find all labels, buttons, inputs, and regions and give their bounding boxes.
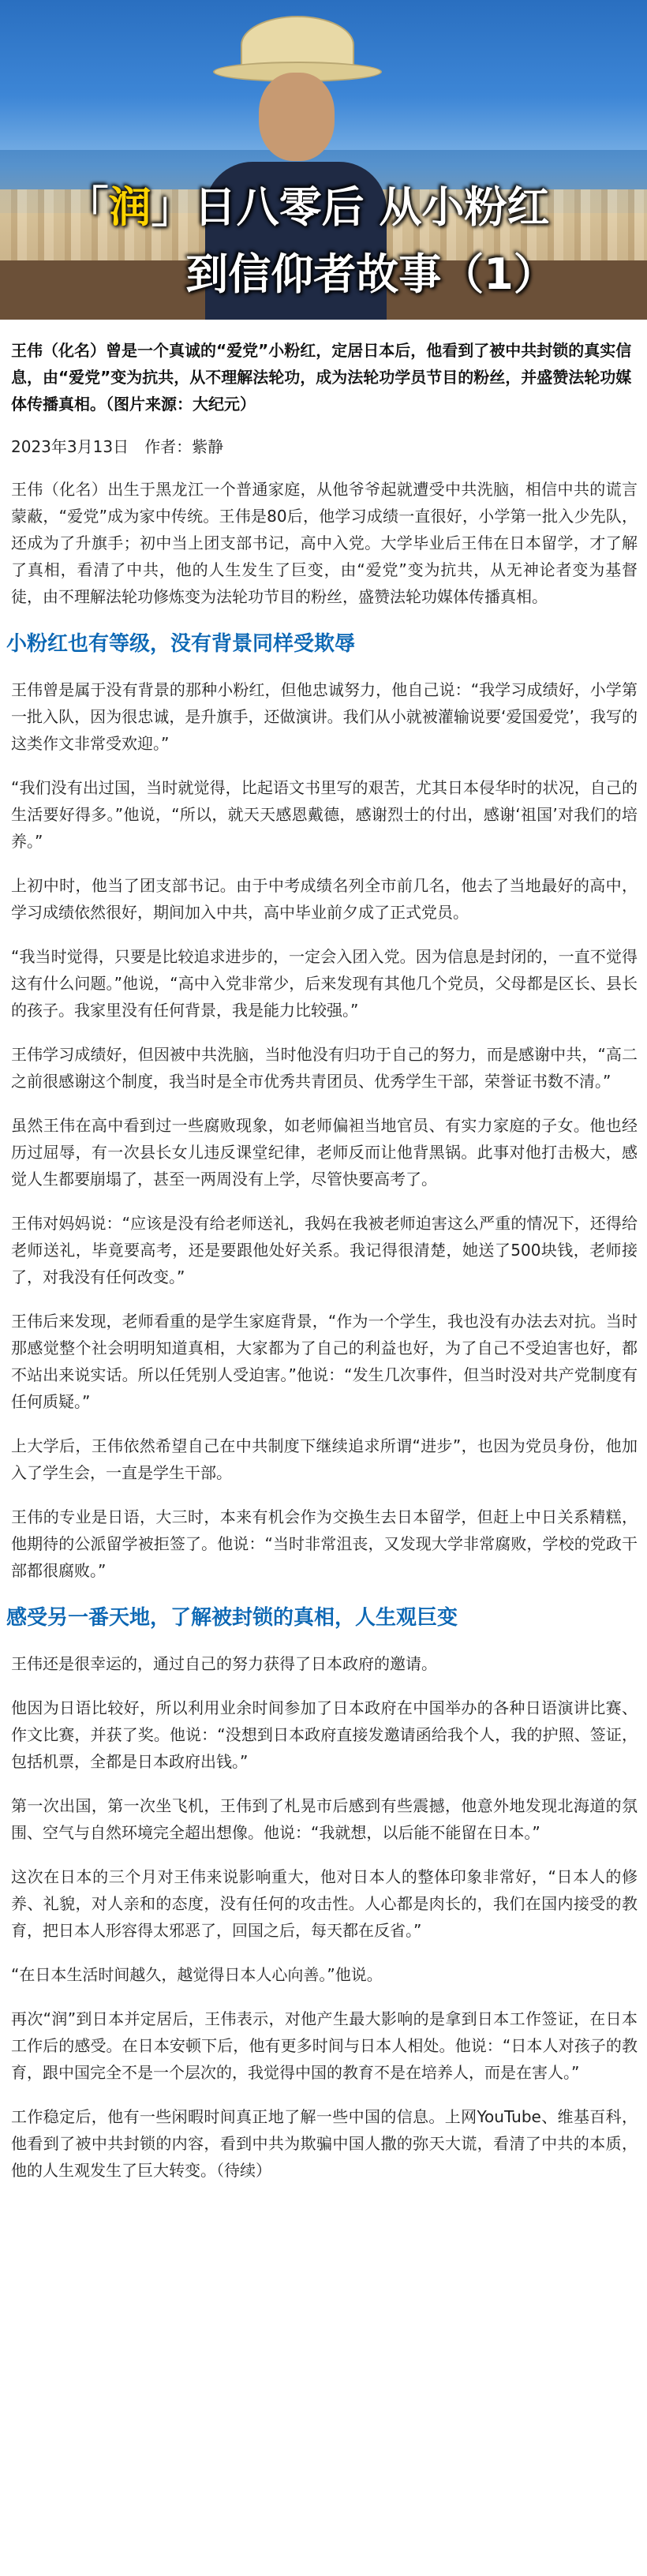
section-heading: 小粉红也有等级，没有背景同样受欺辱 (6, 632, 356, 656)
paragraph: 第一次出国，第一次坐飞机，王伟到了札晃市后感到有些震撼，他意外地发现北海道的氛围、空气与自然环境完全超出想像。他说：“我就想，以后能不能留在日本。” (11, 1796, 638, 1842)
paragraph: 虽然王伟在高中看到过一些腐败现象，如老师偏袒当地官员、有实力家庭的子女。他也经历过屈辱，有一次县长女儿违反课堂纪律，老师反而让他背黑锅。此事对他打击极大，感觉人生都要崩塌了，甚至一两周没有上学，尽管快要高考了。 (11, 1116, 638, 1189)
paragraph: 王伟学习成绩好，但因被中共洗脑，当时他没有归功于自己的努力，而是感谢中共，“高二之前很感谢这个制度，我当时是全市优秀共青团员、优秀学生干部，荣誉证书数不清。” (11, 1045, 638, 1091)
paragraph: 再次“润”到日本并定居后，王伟表示，对他产生最大影响的是拿到日本工作签证，在日本工作后的感受。在日本安顿下后，他有更多时间与日本人相处。他说：“日本人对孩子的教育，跟中国完全不是一个层次的，我觉得中国的教育不是在培养人，而是在害人。” (11, 2009, 638, 2082)
paragraph: 他因为日语比较好，所以利用业余时间参加了日本政府在中国举办的各种日语演讲比赛、作文比赛，并获了奖。他说：“没想到日本政府直接发邀请函给我个人，我的护照、签证，包括机票，全都是日本政府出钱。” (11, 1698, 638, 1771)
paragraph: “我们没有出过国，当时就觉得，比起语文书里写的艰苦，尤其日本侵华时的状况，自己的生活要好得多。”他说，“所以，就天天感恩戴德，感谢烈士的付出，感谢‘祖国’对我们的培养。” (11, 778, 638, 851)
hero-image (0, 0, 647, 320)
paragraph: 王伟的专业是日语，大三时，本来有机会作为交换生去日本留学，但赶上中日关系精糕，他期待的公派留学被拒签了。他说：“当时非常沮丧，又发现大学非常腐败，学校的党政干部都很腐败。” (11, 1507, 638, 1580)
paragraph: 王伟后来发现，老师看重的是学生家庭背景，“作为一个学生，我也没有办法去对抗。当时那感觉整个社会明明知道真相，大家都为了自己的利益也好，为了自己不受迫害也好，都不站出来说实话。所以任凭别人受迫害。”他说：“发生几次事件，但当时没对共产党制度有任何质疑。” (11, 1312, 638, 1411)
paragraph: 王伟还是很幸运的，通过自己的努力获得了日本政府的邀请。 (11, 1654, 437, 1673)
article-lead: 王伟（化名）曾是一个真诚的“爱党”小粉红，定居日本后，他看到了被中共封锁的真实信息，由“爱党”变为抗共，从不理解法轮功，成为法轮功学员节目的粉丝，并盛赞法轮功媒体传播真相。（图片来源：大纪元） (11, 341, 632, 414)
paragraph: 上初中时，他当了团支部书记。由于中考成绩名列全市前几名，他去了当地最好的高中，学习成绩依然很好，期间加入中共，高中毕业前夕成了正式党员。 (11, 876, 638, 922)
paragraph: 王伟（化名）出生于黑龙江一个普通家庭，从他爷爷起就遭受中共洗脑，相信中共的谎言蒙蔽，“爱党”成为家中传统。王伟是80后，他学习成绩一直很好，小学第一批入少先队，还成为了升旗手；初中当上团支部书记，高中入党。大学毕业后王伟在日本留学，才了解了真相，看清了中共，他的人生发生了巨变，由“爱党”变为抗共，从无神论者变为基督徒，由不理解法轮功修炼变为法轮功节目的粉丝，盛赞法轮功媒体传播真相。 (11, 480, 638, 606)
article-body (0, 337, 647, 2184)
paragraph: 工作稳定后，他有一些闲暇时间真正地了解一些中国的信息。上网YouTube、维基百科，他看到了被中共封锁的内容，看到中共为欺骗中国人撒的弥天大谎，看清了中共的本质，他的人生观发生了巨大转变。（待续） (11, 2107, 638, 2180)
hero-face (259, 73, 335, 161)
hero-title-highlight: 润 (108, 182, 151, 232)
paragraph: “在日本生活时间越久，越觉得日本人心向善。”他说。 (11, 1965, 383, 1984)
article-meta: 2023年3月13日 作者：紫静 (11, 437, 224, 456)
paragraph: 这次在日本的三个月对王伟来说影响重大，他对日本人的整体印象非常好，“日本人的修养、礼貌，对人亲和的态度，没有任何的攻击性。人心都是肉长的，我们在国内接受的教育，把日本人形容得太邪恶了，回国之后，每天都在反省。” (11, 1867, 638, 1940)
paragraph: 王伟对妈妈说：“应该是没有给老师送礼，我妈在我被老师迫害这么严重的情况下，还得给老师送礼，毕竟要高考，还是要跟他处好关系。我记得很清楚，她送了500块钱，老师接了，对我没有任何改变。” (11, 1214, 638, 1286)
section-heading: 感受另一番天地，了解被封锁的真相，人生观巨变 (6, 1606, 458, 1630)
hero-title-line2: 到信仰者故事（1） (185, 249, 556, 299)
paragraph: 王伟曾是属于没有背景的那种小粉红，但他忠诚努力，他自己说：“我学习成绩好，小学第一批入队，因为很忠诚，是升旗手，还做演讲。我们从小就被灌输说要‘爱国爱党’，我写的这类作文非常受欢迎。” (11, 680, 638, 753)
paragraph: “我当时觉得，只要是比较追求进步的，一定会入团入党。因为信息是封闭的，一直不觉得这有什么问题。”他说，“高中入党非常少，后来发现有其他几个党员，父母都是区长、县长的孩子。我家里没有任何背景，我是能力比较强。” (11, 947, 638, 1020)
paragraph: 上大学后，王伟依然希望自己在中共制度下继续追求所谓“进步”，也因为党员身份，他加入了学生会，一直是学生干部。 (11, 1436, 638, 1482)
hero-title-line1: 「润」日八零后 从小粉红 (65, 182, 550, 232)
